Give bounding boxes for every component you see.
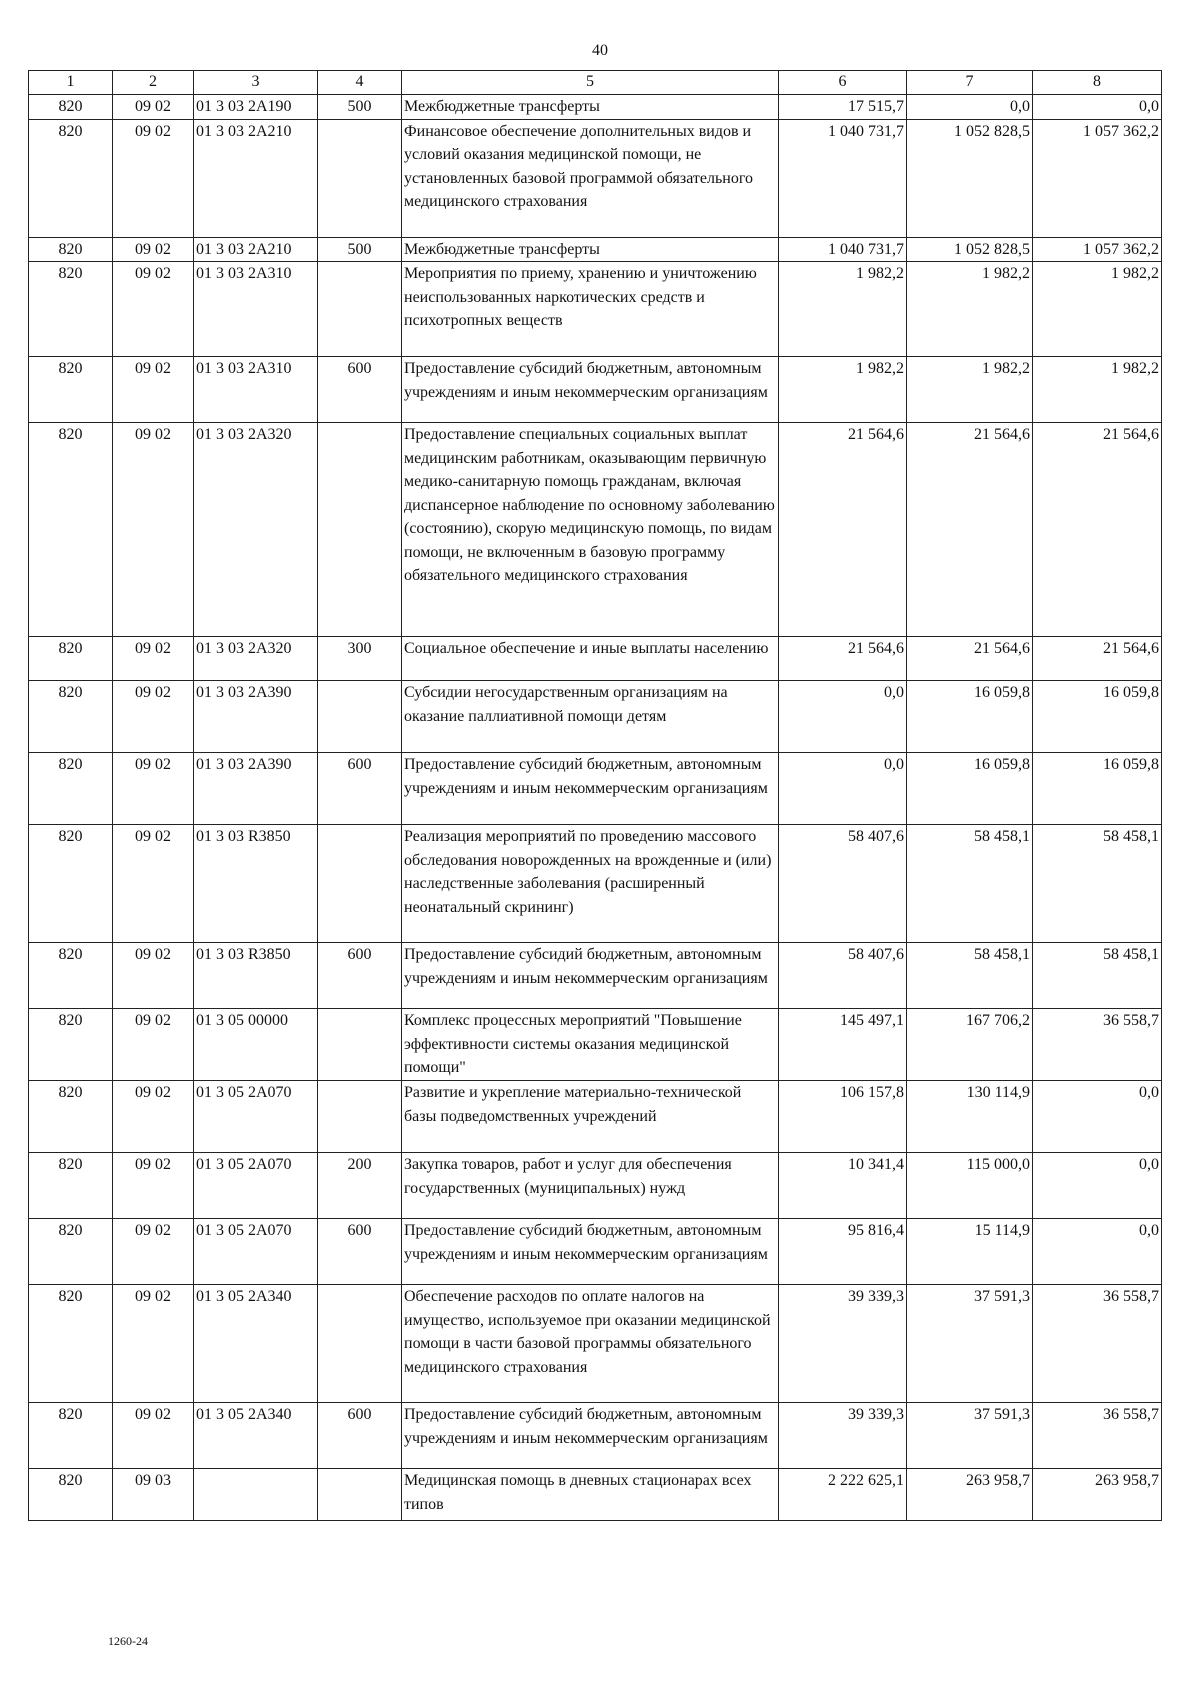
target-article-cell: 01 3 03 2А310 (194, 357, 318, 423)
description-cell: Мероприятия по приему, хранению и уничтожению неиспользованных наркотических средств и психотропных веществ (402, 262, 779, 357)
amount-year2-cell: 1 982,2 (907, 357, 1033, 423)
amount-year1-cell: 39 339,3 (779, 1403, 907, 1469)
target-article-cell: 01 3 05 00000 (194, 1009, 318, 1081)
section-code-cell: 09 02 (113, 1285, 194, 1403)
section-code-cell: 09 02 (113, 825, 194, 943)
amount-year1-cell: 0,0 (779, 753, 907, 825)
amount-year1-cell: 145 497,1 (779, 1009, 907, 1081)
description-cell: Обеспечение расходов по оплате налогов на имущество, используемое при оказании медицинской помощи в части базовой программы обязательного медицинского страхования (402, 1285, 779, 1403)
description-cell: Социальное обеспечение и иные выплаты населению (402, 637, 779, 681)
amount-year1-cell: 10 341,4 (779, 1153, 907, 1219)
amount-year3-cell: 16 059,8 (1033, 681, 1162, 753)
target-article-cell: 01 3 03 2А320 (194, 423, 318, 637)
amount-year1-cell: 106 157,8 (779, 1081, 907, 1153)
section-code-cell: 09 02 (113, 357, 194, 423)
table-row (29, 423, 1162, 637)
section-code-cell: 09 02 (113, 423, 194, 637)
target-article-cell: 01 3 03 R3850 (194, 943, 318, 1009)
section-code-cell: 09 02 (113, 119, 194, 237)
expense-type-cell: 600 (318, 1403, 402, 1469)
section-code-cell: 09 02 (113, 943, 194, 1009)
amount-year3-cell: 58 458,1 (1033, 943, 1162, 1009)
description-cell: Предоставление субсидий бюджетным, автономным учреждениям и иным некоммерческим организациям (402, 753, 779, 825)
table-row (29, 637, 1162, 681)
description-cell: Предоставление субсидий бюджетным, автономным учреждениям и иным некоммерческим организациям (402, 1219, 779, 1285)
expense-type-cell (318, 681, 402, 753)
ministry-code-cell: 820 (29, 637, 113, 681)
amount-year2-cell: 21 564,6 (907, 637, 1033, 681)
table-row (29, 681, 1162, 753)
ministry-code-cell: 820 (29, 237, 113, 262)
target-article-cell: 01 3 03 2А390 (194, 753, 318, 825)
table-row (29, 357, 1162, 423)
table-row (29, 1009, 1162, 1081)
amount-year1-cell: 21 564,6 (779, 423, 907, 637)
amount-year2-cell: 37 591,3 (907, 1285, 1033, 1403)
table-row (29, 1403, 1162, 1469)
expense-type-cell (318, 1469, 402, 1521)
amount-year3-cell: 36 558,7 (1033, 1403, 1162, 1469)
section-code-cell: 09 02 (113, 95, 194, 120)
column-header: 1 (29, 71, 113, 95)
amount-year2-cell: 130 114,9 (907, 1081, 1033, 1153)
table-row (29, 95, 1162, 120)
description-cell: Развитие и укрепление материально-технической базы подведомственных учреждений (402, 1081, 779, 1153)
expense-type-cell (318, 825, 402, 943)
description-cell: Предоставление специальных социальных выплат медицинским работникам, оказывающим первичную медико-санитарную помощь гражданам, включая диспансерное наблюдение по основному заболеванию (состоянию), скорую медицинскую помощь, по видам помощи, не включенным в базовую программу обязательного медицинского страхования (402, 423, 779, 637)
expense-type-cell: 600 (318, 357, 402, 423)
amount-year2-cell: 167 706,2 (907, 1009, 1033, 1081)
expense-type-cell: 200 (318, 1153, 402, 1219)
section-code-cell: 09 03 (113, 1469, 194, 1521)
target-article-cell (194, 1469, 318, 1521)
amount-year3-cell: 36 558,7 (1033, 1009, 1162, 1081)
description-cell: Предоставление субсидий бюджетным, автономным учреждениям и иным некоммерческим организациям (402, 1403, 779, 1469)
section-code-cell: 09 02 (113, 237, 194, 262)
amount-year2-cell: 21 564,6 (907, 423, 1033, 637)
target-article-cell: 01 3 03 2А190 (194, 95, 318, 120)
document-code: 1260-24 (108, 1634, 148, 1648)
table-row (29, 119, 1162, 237)
target-article-cell: 01 3 03 R3850 (194, 825, 318, 943)
column-header: 8 (1033, 71, 1162, 95)
amount-year3-cell: 21 564,6 (1033, 423, 1162, 637)
expense-type-cell (318, 1009, 402, 1081)
ministry-code-cell: 820 (29, 1285, 113, 1403)
section-code-cell: 09 02 (113, 637, 194, 681)
section-code-cell: 09 02 (113, 1081, 194, 1153)
expense-type-cell (318, 262, 402, 357)
expense-type-cell (318, 1081, 402, 1153)
section-code-cell: 09 02 (113, 753, 194, 825)
amount-year1-cell: 1 982,2 (779, 262, 907, 357)
amount-year3-cell: 16 059,8 (1033, 753, 1162, 825)
column-header: 6 (779, 71, 907, 95)
column-header: 3 (194, 71, 318, 95)
budget-table (28, 70, 1162, 1521)
table-row (29, 943, 1162, 1009)
amount-year3-cell: 1 982,2 (1033, 357, 1162, 423)
column-header: 7 (907, 71, 1033, 95)
expense-type-cell (318, 1285, 402, 1403)
table-row (29, 825, 1162, 943)
ministry-code-cell: 820 (29, 1469, 113, 1521)
expense-type-cell: 600 (318, 943, 402, 1009)
table-row (29, 1153, 1162, 1219)
expense-type-cell (318, 119, 402, 237)
amount-year1-cell: 58 407,6 (779, 825, 907, 943)
amount-year3-cell: 1 057 362,2 (1033, 237, 1162, 262)
target-article-cell: 01 3 05 2А070 (194, 1153, 318, 1219)
target-article-cell: 01 3 05 2А340 (194, 1403, 318, 1469)
section-code-cell: 09 02 (113, 1009, 194, 1081)
description-cell: Субсидии негосударственным организациям на оказание паллиативной помощи детям (402, 681, 779, 753)
expense-type-cell: 600 (318, 753, 402, 825)
target-article-cell: 01 3 03 2А310 (194, 262, 318, 357)
ministry-code-cell: 820 (29, 357, 113, 423)
table-row (29, 262, 1162, 357)
ministry-code-cell: 820 (29, 1219, 113, 1285)
ministry-code-cell: 820 (29, 1009, 113, 1081)
amount-year2-cell: 16 059,8 (907, 681, 1033, 753)
description-cell: Предоставление субсидий бюджетным, автономным учреждениям и иным некоммерческим организациям (402, 943, 779, 1009)
amount-year2-cell: 15 114,9 (907, 1219, 1033, 1285)
table-row (29, 1285, 1162, 1403)
ministry-code-cell: 820 (29, 753, 113, 825)
description-cell: Комплекс процессных мероприятий "Повышение эффективности системы оказания медицинской помощи" (402, 1009, 779, 1081)
amount-year1-cell: 39 339,3 (779, 1285, 907, 1403)
description-cell: Межбюджетные трансферты (402, 237, 779, 262)
target-article-cell: 01 3 03 2А210 (194, 237, 318, 262)
table-row (29, 237, 1162, 262)
amount-year1-cell: 1 040 731,7 (779, 237, 907, 262)
amount-year3-cell: 1 982,2 (1033, 262, 1162, 357)
ministry-code-cell: 820 (29, 825, 113, 943)
expense-type-cell: 300 (318, 637, 402, 681)
section-code-cell: 09 02 (113, 262, 194, 357)
column-header: 4 (318, 71, 402, 95)
amount-year2-cell: 58 458,1 (907, 943, 1033, 1009)
ministry-code-cell: 820 (29, 1153, 113, 1219)
target-article-cell: 01 3 03 2А390 (194, 681, 318, 753)
section-code-cell: 09 02 (113, 1153, 194, 1219)
ministry-code-cell: 820 (29, 119, 113, 237)
description-cell: Реализация мероприятий по проведению массового обследования новорожденных на врожденные и (или) наследственные заболевания (расширенный неонатальный скрининг) (402, 825, 779, 943)
expense-type-cell: 600 (318, 1219, 402, 1285)
amount-year3-cell: 0,0 (1033, 1081, 1162, 1153)
amount-year3-cell: 0,0 (1033, 1153, 1162, 1219)
amount-year2-cell: 1 982,2 (907, 262, 1033, 357)
amount-year2-cell: 0,0 (907, 95, 1033, 120)
amount-year1-cell: 1 040 731,7 (779, 119, 907, 237)
description-cell: Закупка товаров, работ и услуг для обеспечения государственных (муниципальных) нужд (402, 1153, 779, 1219)
description-cell: Медицинская помощь в дневных стационарах всех типов (402, 1469, 779, 1521)
section-code-cell: 09 02 (113, 1219, 194, 1285)
amount-year3-cell: 21 564,6 (1033, 637, 1162, 681)
ministry-code-cell: 820 (29, 262, 113, 357)
ministry-code-cell: 820 (29, 1403, 113, 1469)
amount-year1-cell: 21 564,6 (779, 637, 907, 681)
amount-year3-cell: 263 958,7 (1033, 1469, 1162, 1521)
amount-year2-cell: 37 591,3 (907, 1403, 1033, 1469)
ministry-code-cell: 820 (29, 95, 113, 120)
table-row (29, 753, 1162, 825)
amount-year2-cell: 115 000,0 (907, 1153, 1033, 1219)
section-code-cell: 09 02 (113, 681, 194, 753)
target-article-cell: 01 3 05 2А340 (194, 1285, 318, 1403)
amount-year3-cell: 58 458,1 (1033, 825, 1162, 943)
ministry-code-cell: 820 (29, 423, 113, 637)
amount-year3-cell: 0,0 (1033, 1219, 1162, 1285)
amount-year2-cell: 1 052 828,5 (907, 119, 1033, 237)
amount-year1-cell: 58 407,6 (779, 943, 907, 1009)
amount-year3-cell: 36 558,7 (1033, 1285, 1162, 1403)
amount-year2-cell: 16 059,8 (907, 753, 1033, 825)
column-header: 5 (402, 71, 779, 95)
description-cell: Предоставление субсидий бюджетным, автономным учреждениям и иным некоммерческим организациям (402, 357, 779, 423)
target-article-cell: 01 3 03 2А210 (194, 119, 318, 237)
ministry-code-cell: 820 (29, 681, 113, 753)
amount-year2-cell: 263 958,7 (907, 1469, 1033, 1521)
column-header: 2 (113, 71, 194, 95)
amount-year1-cell: 1 982,2 (779, 357, 907, 423)
expense-type-cell (318, 423, 402, 637)
amount-year1-cell: 0,0 (779, 681, 907, 753)
description-cell: Межбюджетные трансферты (402, 95, 779, 120)
amount-year2-cell: 1 052 828,5 (907, 237, 1033, 262)
amount-year2-cell: 58 458,1 (907, 825, 1033, 943)
amount-year1-cell: 95 816,4 (779, 1219, 907, 1285)
section-code-cell: 09 02 (113, 1403, 194, 1469)
ministry-code-cell: 820 (29, 1081, 113, 1153)
amount-year3-cell: 1 057 362,2 (1033, 119, 1162, 237)
description-cell: Финансовое обеспечение дополнительных видов и условий оказания медицинской помощи, не установленных базовой программой обязательного медицинского страхования (402, 119, 779, 237)
table-row (29, 1081, 1162, 1153)
table-row (29, 1469, 1162, 1521)
amount-year3-cell: 0,0 (1033, 95, 1162, 120)
table-row (29, 1219, 1162, 1285)
page-number: 40 (592, 42, 608, 59)
expense-type-cell: 500 (318, 95, 402, 120)
expense-type-cell: 500 (318, 237, 402, 262)
amount-year1-cell: 2 222 625,1 (779, 1469, 907, 1521)
header-row (29, 71, 1162, 95)
target-article-cell: 01 3 05 2А070 (194, 1081, 318, 1153)
target-article-cell: 01 3 03 2А320 (194, 637, 318, 681)
ministry-code-cell: 820 (29, 943, 113, 1009)
target-article-cell: 01 3 05 2А070 (194, 1219, 318, 1285)
amount-year1-cell: 17 515,7 (779, 95, 907, 120)
